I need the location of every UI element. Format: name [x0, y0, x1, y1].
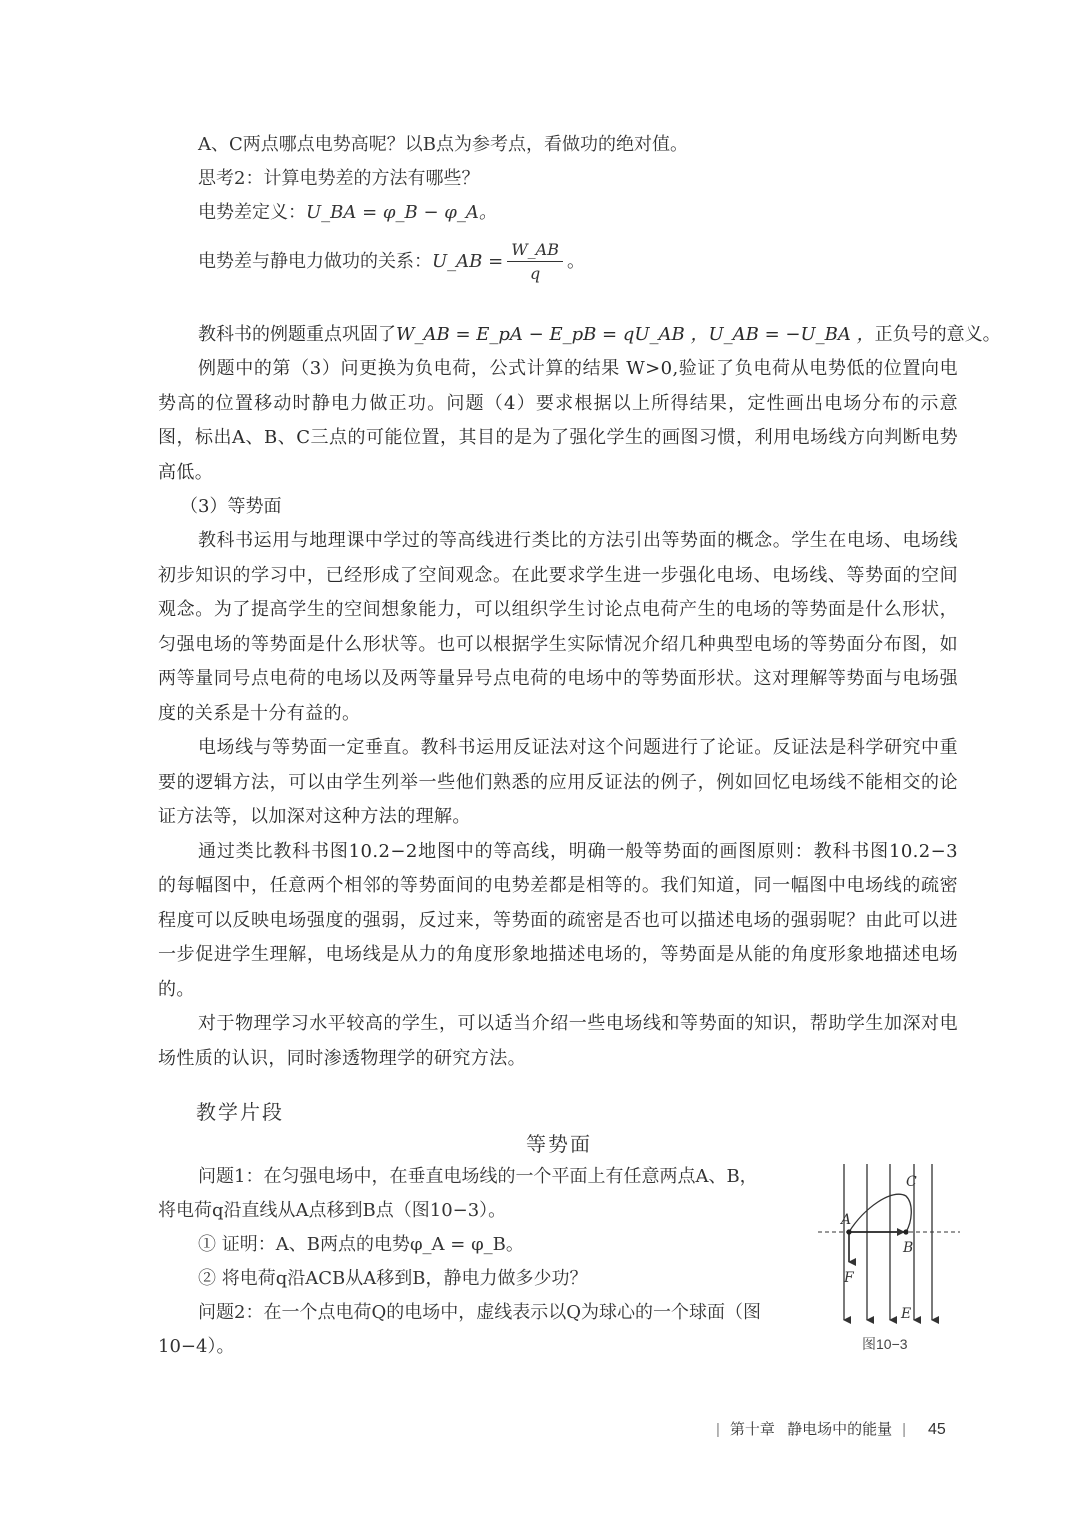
question-1-line-2: 将电荷q沿直线从A点移到B点（图10−3）。 [158, 1200, 507, 1221]
question-2-line-1: 问题2：在一个点电荷Q的电场中，虚线表示以Q为球心的一个球面（图 [198, 1302, 761, 1323]
thinking-line-1: A、C两点哪点电势高呢？以B点为参考点，看做功的绝对值。 [198, 134, 688, 155]
paragraph-example-formula [158, 318, 1001, 352]
question-1-item-1: ① 证明：A、B两点的电势φ_A = φ_B。 [198, 1234, 524, 1255]
fraction-numerator: W_AB [507, 239, 563, 262]
label-e: E [901, 1306, 912, 1322]
teaching-fragment-title: 等势面 [526, 1132, 592, 1156]
definition-label: 电势差定义： [198, 202, 306, 223]
section-3-title: （3）等势面 [180, 496, 282, 517]
path-a-c-b [849, 1194, 911, 1232]
footer-divider-left: | [716, 1421, 720, 1438]
main-body [158, 318, 1001, 1076]
paragraph-drawing-principle: 通过类比教科书图10.2−2地图中的等高线，明确一般等势面的画图原则：教科书图10.2−3的每幅图中，任意两个相邻的等势面间的电势差都是相等的。我们知道，同一幅图中电场线的疏密程度可以反映电场强度的强弱，反过来，等势面的疏密是否也可以描述电场的强弱呢？由此可以进一步促进学生理解，电场线是从力的角度形象地描述电场的，等势面是从能的角度形象地描述电场的。 [158, 840, 958, 1000]
label-f: F [844, 1270, 854, 1286]
thinking-line-2: 思考2：计算电势差的方法有哪些？ [198, 168, 480, 189]
paragraph-advanced-students: 对于物理学习水平较高的学生，可以适当介绍一些电场线和等势面的知识，帮助学生加深对电场性质的认识，同时渗透物理学的研究方法。 [158, 1013, 958, 1069]
label-b: B [903, 1240, 914, 1256]
p1-suffix: 正负号的意义。 [874, 324, 1001, 345]
page-number: 45 [928, 1421, 946, 1438]
definition-formula: U_BA = φ_B − φ_A。 [306, 202, 497, 223]
thinking-block [158, 128, 958, 288]
question-1-line-1: 问题1：在匀强电场中，在垂直电场线的一个平面上有任意两点A、B， [198, 1166, 758, 1187]
figure-10-3 [814, 1160, 964, 1330]
p1-prefix: 教科书的例题重点巩固了 [198, 324, 396, 345]
footer-divider-right: | [902, 1421, 907, 1438]
work-relation-end: 。 [566, 251, 585, 272]
work-relation-fraction [507, 239, 563, 286]
paragraph-perpendicular: 电场线与等势面一定垂直。教科书运用反证法对这个问题进行了论证。反证法是科学研究中重要的逻辑方法，可以由学生列举一些他们熟悉的应用反证法的例子，例如回忆电场线不能相交的论证方法等，以加深对这种方法的理解。 [158, 737, 958, 827]
teaching-questions [158, 1160, 808, 1364]
work-relation-label: 电势差与静电力做功的关系： [198, 251, 432, 272]
point-b [903, 1229, 908, 1234]
work-relation-line [158, 236, 958, 288]
potential-difference-definition [158, 196, 958, 230]
paragraph-negative-charge: 例题中的第（3）问更换为负电荷，公式计算的结果 W>0,验证了负电荷从电势低的位置向电势高的位置移动时静电力做正功。问题（4）要求根据以上所得结果，定性画出电场分布的示意图，标出A、B、C三点的可能位置，其目的是为了强化学生的画图习惯，利用电场线方向判断电势高低。 [158, 358, 958, 483]
paragraph-equipotential-concept: 教科书运用与地理课中学过的等高线进行类比的方法引出等势面的概念。学生在电场、电场线初步知识的学习中，已经形成了空间观念。在此要求学生进一步强化电场、电场线、等势面的空间观念。为了提高学生的空间想象能力，可以组织学生讨论点电荷产生的电场的等势面是什么形状，匀强电场的等势面是什么形状等。也可以根据学生实际情况介绍几种典型电场的等势面分布图，如两等量同号点电荷的电场以及两等量异号点电荷的电场中的等势面形状。这对理解等势面与电场强度的关系是十分有益的。 [158, 530, 958, 724]
question-1-item-2: ② 将电荷q沿ACB从A移到B，静电力做多少功？ [198, 1268, 588, 1289]
p1-formula: W_AB = E_pA − E_pB = qU_AB ，U_AB = −U_BA ， [396, 324, 875, 345]
label-a: A [841, 1212, 852, 1228]
footer-chapter-title: 静电场中的能量 [787, 1421, 893, 1438]
question-2-line-2: 10−4）。 [158, 1336, 235, 1357]
figure-caption: 图10−3 [862, 1336, 908, 1352]
label-c: C [906, 1174, 917, 1190]
fraction-denominator: q [529, 263, 541, 283]
footer-chapter: 第十章 [729, 1421, 775, 1438]
teaching-fragment-label: 教学片段 [196, 1100, 284, 1124]
work-relation-lhs: U_AB = [432, 251, 504, 272]
page-footer [706, 1418, 946, 1439]
